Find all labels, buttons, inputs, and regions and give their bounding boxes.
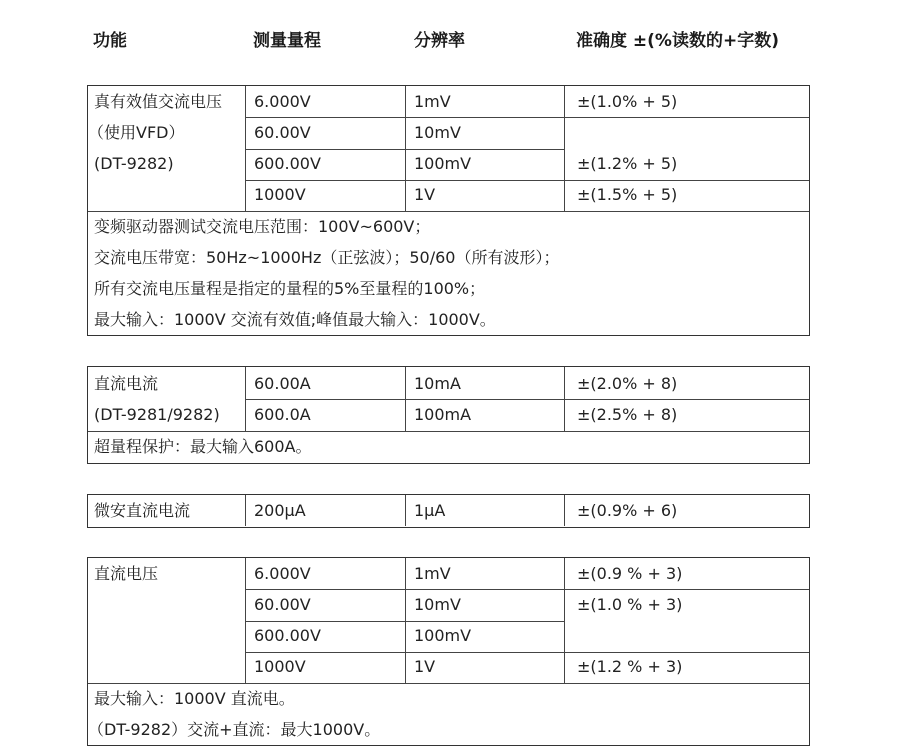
ac-voltage-note: 交流电压带宽：50Hz~1000Hz（正弦波）；50/60（所有波形）； bbox=[94, 248, 560, 267]
dc-current-table bbox=[87, 366, 810, 464]
table-cell-accuracy: ±(0.9% + 6) bbox=[577, 501, 678, 520]
table-cell-resolution: 100mV bbox=[414, 154, 472, 173]
micro-current-table bbox=[87, 494, 810, 528]
table-cell-resolution: 10mV bbox=[414, 123, 461, 142]
table-cell-accuracy: ±(0.9 % + 3) bbox=[577, 564, 683, 583]
table-cell-accuracy: ±(1.0% + 5) bbox=[577, 92, 678, 111]
table-cell-resolution: 1V bbox=[414, 185, 436, 204]
table-cell-range: 60.00A bbox=[254, 374, 311, 393]
ac-voltage-vfd-label: （使用VFD） bbox=[88, 123, 185, 142]
table-cell-accuracy: ±(1.2% + 5) bbox=[577, 154, 678, 173]
table-cell-resolution: 100mA bbox=[414, 405, 472, 424]
table-cell-accuracy: ±(1.0 % + 3) bbox=[577, 595, 683, 614]
table-cell-range: 6.000V bbox=[254, 92, 311, 111]
ac-voltage-label: 真有效值交流电压 bbox=[94, 92, 223, 111]
table-cell-resolution: 1mV bbox=[414, 92, 451, 111]
dc-voltage-note: （DT-9282）交流+直流：最大1000V。 bbox=[88, 720, 381, 739]
header-function: 功能 bbox=[93, 31, 127, 51]
dc-voltage-label: 直流电压 bbox=[94, 564, 159, 583]
table-cell-accuracy: ±(1.5% + 5) bbox=[577, 185, 678, 204]
dc-current-note: 超量程保护：最大输入600A。 bbox=[94, 437, 312, 456]
table-cell-range: 600.00V bbox=[254, 626, 321, 645]
table-cell-resolution: 10mA bbox=[414, 374, 461, 393]
table-cell-range: 200µA bbox=[254, 501, 306, 520]
dc-voltage-note: 最大输入：1000V 直流电。 bbox=[94, 689, 295, 708]
ac-voltage-table bbox=[87, 85, 810, 336]
table-cell-range: 60.00V bbox=[254, 595, 311, 614]
table-cell-resolution: 10mV bbox=[414, 595, 461, 614]
table-cell-range: 60.00V bbox=[254, 123, 311, 142]
ac-voltage-note: 最大输入：1000V 交流有效值;峰值最大输入：1000V。 bbox=[94, 310, 496, 329]
table-cell-range: 1000V bbox=[254, 657, 306, 676]
table-cell-resolution: 1V bbox=[414, 657, 436, 676]
table-cell-resolution: 100mV bbox=[414, 626, 472, 645]
header-range: 测量量程 bbox=[253, 31, 321, 51]
table-cell-range: 6.000V bbox=[254, 564, 311, 583]
table-cell-accuracy: ±(2.0% + 8) bbox=[577, 374, 678, 393]
table-cell-range: 600.0A bbox=[254, 405, 311, 424]
table-cell-range: 1000V bbox=[254, 185, 306, 204]
table-cell-resolution: 1µA bbox=[414, 501, 446, 520]
dc-voltage-table bbox=[87, 557, 810, 746]
header-accuracy: 准确度 ±(%读数的+字数) bbox=[576, 31, 779, 51]
table-cell-accuracy: ±(2.5% + 8) bbox=[577, 405, 678, 424]
table-cell-range: 600.00V bbox=[254, 154, 321, 173]
ac-voltage-note: 所有交流电压量程是指定的量程的5%至量程的100%； bbox=[94, 279, 486, 298]
dc-current-label: 直流电流 bbox=[94, 374, 159, 393]
ac-voltage-note: 变频驱动器测试交流电压范围：100V~600V； bbox=[94, 217, 431, 236]
table-cell-accuracy: ±(1.2 % + 3) bbox=[577, 657, 683, 676]
micro-current-label: 微安直流电流 bbox=[94, 501, 191, 520]
header-resolution: 分辨率 bbox=[414, 31, 465, 51]
table-cell-resolution: 1mV bbox=[414, 564, 451, 583]
dc-current-model-label: (DT-9281/9282) bbox=[94, 405, 220, 424]
ac-voltage-model-label: (DT-9282) bbox=[94, 154, 174, 173]
